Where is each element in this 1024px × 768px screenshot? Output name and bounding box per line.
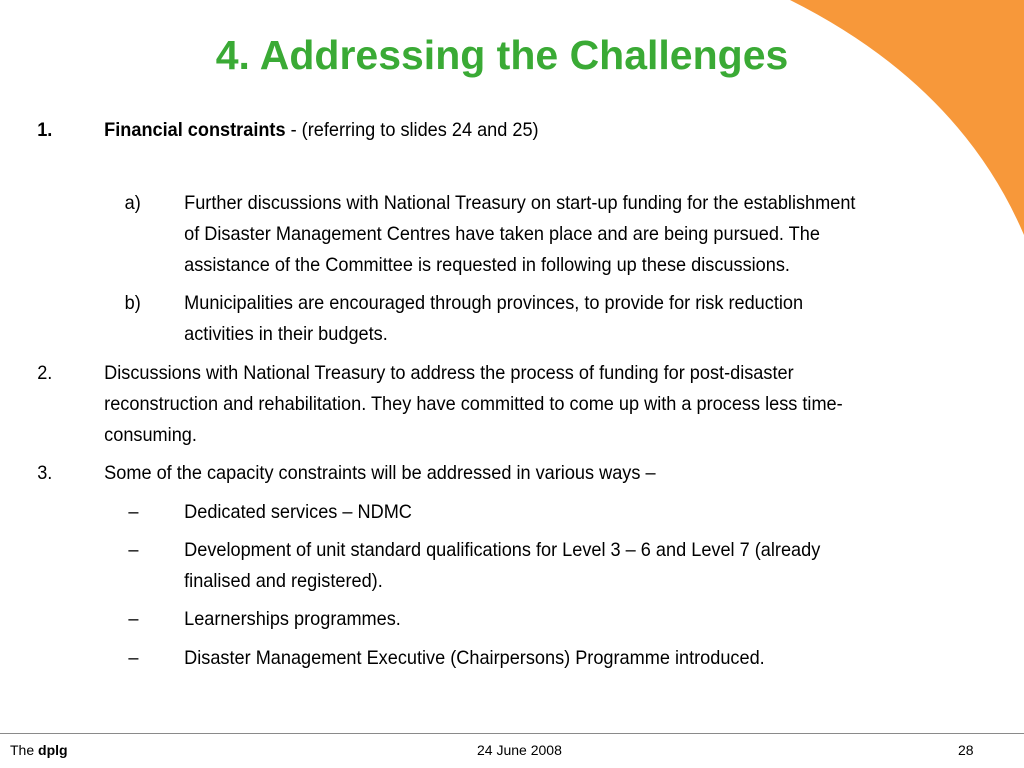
item-1-heading: Financial constraints [104, 119, 286, 141]
item-1b-line-1: Municipalities are encouraged through provinces, to provide for risk reduction [184, 292, 804, 314]
item-2-marker: 2. [37, 362, 53, 384]
item-3-sub-2-line-2: finalised and registered). [184, 570, 383, 592]
item-3-sub-4-marker: – [128, 647, 139, 669]
footer-divider [0, 733, 1024, 734]
item-1a-marker: a) [124, 192, 141, 214]
item-1b-marker: b) [124, 292, 141, 314]
item-1a-line-1: Further discussions with National Treasury on start-up funding for the establishment [184, 192, 856, 214]
item-2-line-2: reconstruction and rehabilitation. They have committed to come up with a process less time- [104, 393, 843, 415]
item-1b-line-2: activities in their budgets. [184, 323, 388, 345]
item-3-marker: 3. [37, 462, 53, 484]
item-2-line-3: consuming. [104, 424, 197, 446]
item-3-line-1: Some of the capacity constraints will be addressed in various ways – [104, 462, 656, 484]
item-3-sub-3-line-1: Learnerships programmes. [184, 608, 401, 630]
item-1-marker: 1. [37, 119, 53, 141]
item-1a-line-2: of Disaster Management Centres have taken place and are being pursued. The [184, 223, 820, 245]
footer-date: 24 June 2008 [477, 742, 562, 758]
item-1-text [104, 115, 538, 146]
item-3-sub-2-marker: – [128, 539, 139, 561]
item-3-sub-2-line-1: Development of unit standard qualifications for Level 3 – 6 and Level 7 (already [184, 539, 821, 561]
item-3-sub-4-line-1: Disaster Management Executive (Chairpersons) Programme introduced. [184, 647, 765, 669]
footer-org-prefix: The [10, 742, 39, 758]
footer-organization [10, 741, 68, 759]
item-1a-line-3: assistance of the Committee is requested in following up these discussions. [184, 254, 790, 276]
item-3-sub-1-line-1: Dedicated services – NDMC [184, 501, 412, 523]
item-1-note: - (referring to slides 24 and 25) [285, 119, 539, 141]
slide-title: 4. Addressing the Challenges [215, 32, 789, 78]
item-2-line-1: Discussions with National Treasury to address the process of funding for post-disaster [104, 362, 794, 384]
footer-org-name: dplg [38, 742, 68, 758]
footer-page-number: 28 [958, 742, 974, 758]
item-3-sub-3-marker: – [128, 608, 139, 630]
item-3-sub-1-marker: – [128, 501, 139, 523]
